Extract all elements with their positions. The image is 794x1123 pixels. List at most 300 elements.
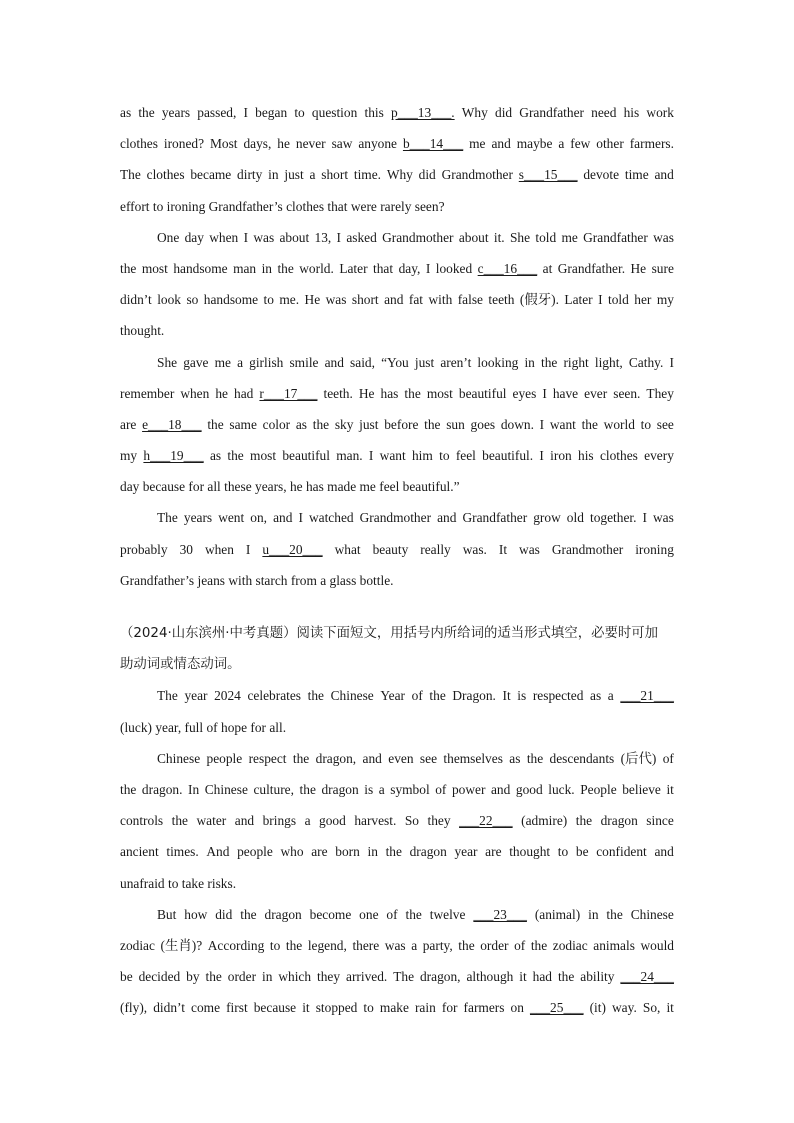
- word: dragon: [321, 781, 359, 797]
- word: look: [157, 292, 181, 308]
- word: same: [229, 416, 257, 432]
- word: really: [420, 541, 451, 557]
- word: which: [278, 969, 312, 985]
- word: first: [226, 1000, 248, 1016]
- word: me: [561, 229, 578, 245]
- word: want: [549, 416, 576, 432]
- word: beautiful.”: [402, 479, 460, 495]
- word: was: [653, 510, 674, 526]
- word: According: [207, 937, 265, 953]
- word: arrived.: [346, 969, 388, 985]
- word: even: [388, 750, 414, 766]
- word: was: [325, 292, 347, 308]
- word: the: [385, 844, 402, 860]
- word: ironing: [635, 541, 674, 557]
- word: and: [437, 510, 457, 526]
- word: of: [206, 719, 221, 735]
- word: didn’t: [120, 292, 152, 308]
- word: devote: [583, 167, 620, 183]
- word: my: [120, 448, 138, 464]
- word: year: [454, 844, 478, 860]
- word: The: [393, 969, 415, 985]
- text-line: [120, 502, 674, 533]
- word: and: [490, 781, 511, 797]
- word: Grandfather: [462, 510, 528, 526]
- word: and: [654, 844, 674, 860]
- word: times.: [166, 844, 199, 860]
- word: one: [359, 906, 379, 922]
- word: made: [327, 479, 360, 495]
- word: I: [425, 260, 431, 276]
- text-line: [120, 440, 674, 471]
- word: farmers.: [629, 136, 674, 152]
- word: take: [181, 875, 208, 891]
- word: me: [214, 354, 231, 370]
- word: Chinese: [157, 750, 201, 766]
- word: a: [304, 813, 311, 829]
- text-line: [120, 315, 674, 346]
- word: of: [662, 750, 674, 766]
- text-line: [120, 97, 674, 128]
- word: before: [384, 416, 419, 432]
- word: did: [418, 167, 436, 183]
- word: all.: [269, 719, 287, 735]
- word: and: [491, 136, 511, 152]
- word: that: [373, 260, 394, 276]
- text-line: [120, 868, 674, 899]
- word: celebrates: [247, 688, 302, 704]
- answer-blank: ___23___: [473, 906, 527, 922]
- word: the: [405, 906, 422, 922]
- word: when: [209, 229, 239, 245]
- word: to: [269, 937, 281, 953]
- word: luck.: [548, 781, 575, 797]
- word: it: [666, 1000, 674, 1016]
- word: But: [157, 906, 177, 922]
- word: began: [255, 105, 288, 120]
- word: the: [606, 906, 623, 922]
- word: to: [557, 844, 569, 860]
- word: (luck): [120, 719, 156, 735]
- word: grow: [533, 510, 561, 526]
- word: asked: [346, 229, 377, 245]
- word: good: [515, 781, 543, 797]
- section-gap: [120, 596, 674, 618]
- word: order: [480, 937, 509, 953]
- word: seen?: [414, 198, 445, 214]
- word: fat: [408, 292, 424, 308]
- word: I: [336, 229, 342, 245]
- word: work: [646, 105, 674, 120]
- word: all: [207, 479, 225, 495]
- word: when: [204, 541, 234, 557]
- word: and: [273, 510, 293, 526]
- word: the: [120, 781, 137, 797]
- word: come: [191, 1000, 221, 1016]
- word: be: [575, 844, 589, 860]
- word: with: [228, 572, 256, 588]
- word: has: [380, 385, 399, 401]
- word: as: [120, 105, 132, 120]
- word: The: [157, 510, 178, 526]
- word: most: [141, 260, 168, 276]
- word: dragon: [600, 813, 638, 829]
- word: by: [186, 969, 200, 985]
- word: in: [367, 844, 378, 860]
- word: clothes: [120, 136, 158, 152]
- word: at: [542, 260, 553, 276]
- word: rain: [414, 1000, 436, 1016]
- word: just: [284, 167, 304, 183]
- word: goes: [470, 416, 496, 432]
- word: I: [243, 105, 248, 120]
- word: power: [451, 781, 486, 797]
- word: and: [234, 813, 255, 829]
- word: this: [364, 105, 384, 120]
- answer-blank: p___13___.: [391, 105, 455, 120]
- word: a: [320, 572, 330, 588]
- answer-blank: ___25___: [529, 1000, 584, 1016]
- word: me: [469, 136, 486, 152]
- word: went: [218, 510, 245, 526]
- word: every: [644, 448, 674, 464]
- word: in: [268, 167, 279, 183]
- word: false: [457, 292, 483, 308]
- word: People: [580, 781, 617, 797]
- word: He: [630, 260, 647, 276]
- reading-passage-1: [120, 97, 674, 596]
- word: the: [205, 969, 222, 985]
- word: confident: [596, 844, 647, 860]
- word: sky: [334, 416, 354, 432]
- word: “You: [381, 354, 409, 370]
- word: (admire): [521, 813, 568, 829]
- word: in: [588, 906, 599, 922]
- word: the: [429, 688, 446, 704]
- word: told: [607, 292, 629, 308]
- word: since: [646, 813, 674, 829]
- word: Grandmother: [551, 541, 624, 557]
- word: year,: [155, 719, 185, 735]
- answer-blank: ___22___: [459, 813, 513, 829]
- word: be: [120, 969, 133, 985]
- word: I: [298, 510, 303, 526]
- word: time.: [353, 167, 382, 183]
- answer-blank: s___15___: [518, 167, 578, 183]
- word: the: [285, 937, 303, 953]
- word: he: [215, 385, 228, 401]
- word: to: [263, 292, 274, 308]
- word: And: [206, 844, 230, 860]
- word: feel: [455, 448, 476, 464]
- word: and: [384, 292, 404, 308]
- word: symbol: [390, 781, 430, 797]
- word: ever: [584, 385, 608, 401]
- word: has: [305, 479, 328, 495]
- word: It: [498, 541, 508, 557]
- word: said,: [350, 354, 375, 370]
- word: Why: [461, 105, 488, 120]
- word: Grandfather: [519, 105, 584, 120]
- word: together.: [589, 510, 637, 526]
- word: She: [509, 229, 531, 245]
- word: aren’t: [440, 354, 472, 370]
- word: the: [424, 416, 441, 432]
- word: ironed?: [163, 136, 205, 152]
- word: most: [426, 385, 453, 401]
- word: iron: [550, 448, 572, 464]
- word: had: [532, 969, 553, 985]
- word: me: [359, 479, 380, 495]
- word: thought.: [120, 323, 165, 339]
- word: the: [138, 105, 155, 120]
- answer-blank: u___20___: [262, 541, 323, 557]
- word: unafraid: [120, 875, 168, 891]
- word: (生肖)?: [160, 937, 203, 953]
- word: legend,: [307, 937, 347, 953]
- word: the: [171, 813, 188, 829]
- word: clothes: [286, 198, 328, 214]
- word: with: [428, 292, 453, 308]
- word: the: [299, 781, 316, 797]
- word: see: [656, 416, 674, 432]
- word: They: [646, 385, 674, 401]
- word: zodiac: [120, 937, 155, 953]
- word: I: [542, 385, 547, 401]
- text-line: [120, 534, 674, 565]
- word: dragon.: [141, 781, 183, 797]
- document-page: [120, 97, 674, 1023]
- word: One: [157, 229, 180, 245]
- word: didn’t: [153, 1000, 185, 1016]
- word: the: [312, 416, 330, 432]
- text-line: [120, 961, 674, 992]
- word: the: [581, 416, 598, 432]
- word: starch: [255, 572, 291, 588]
- text-line: [120, 712, 674, 743]
- word: order: [227, 969, 257, 985]
- word: dragon,: [419, 969, 461, 985]
- text-line: [120, 743, 674, 774]
- word: want: [379, 448, 406, 464]
- word: saw: [331, 136, 353, 152]
- answer-blank: b___14___: [402, 136, 464, 152]
- word: he: [277, 136, 290, 152]
- word: It: [502, 688, 511, 704]
- word: to: [363, 1000, 374, 1016]
- text-line: [120, 836, 674, 867]
- word: years,: [255, 479, 290, 495]
- word: effort: [120, 198, 153, 214]
- word: these: [224, 479, 255, 495]
- word: Most: [209, 136, 238, 152]
- word: because: [142, 479, 189, 495]
- word: is: [364, 781, 374, 797]
- word: gave: [183, 354, 209, 370]
- word: are: [485, 844, 502, 860]
- word: because: [253, 1000, 297, 1016]
- word: Chinese: [330, 688, 374, 704]
- word: Dragon.: [452, 688, 496, 704]
- word: in: [261, 969, 273, 985]
- word: the: [277, 260, 294, 276]
- word: feel: [379, 479, 403, 495]
- word: how: [184, 906, 208, 922]
- word: ironing: [166, 198, 209, 214]
- word: watched: [308, 510, 354, 526]
- word: day: [184, 229, 204, 245]
- word: his: [578, 448, 594, 464]
- word: (it): [589, 1000, 606, 1016]
- word: Why: [386, 167, 413, 183]
- text-line: [120, 222, 674, 253]
- word: dragon: [264, 906, 302, 922]
- word: years: [161, 105, 191, 120]
- word: to: [640, 416, 652, 432]
- word: the: [307, 688, 324, 704]
- word: themselves: [443, 750, 503, 766]
- word: people: [206, 750, 243, 766]
- text-line: [120, 680, 674, 711]
- word: and: [324, 354, 344, 370]
- word: there: [352, 937, 380, 953]
- word: have: [552, 385, 579, 401]
- word: him: [411, 448, 433, 464]
- word: it.: [493, 229, 505, 245]
- word: of: [435, 781, 447, 797]
- word: I: [642, 510, 647, 526]
- word: became: [190, 167, 232, 183]
- word: the: [540, 354, 558, 370]
- text-line: [120, 992, 674, 1023]
- word: handsome: [203, 292, 259, 308]
- word: risks.: [207, 875, 237, 891]
- word: I: [539, 448, 544, 464]
- word: to: [294, 105, 305, 120]
- word: as: [295, 416, 308, 432]
- word: girlish: [249, 354, 284, 370]
- word: (假牙).: [519, 292, 559, 308]
- word: for: [441, 1000, 458, 1016]
- reading-passage-2: [120, 680, 674, 1023]
- word: the: [526, 750, 544, 766]
- word: of: [411, 688, 423, 704]
- text-line: [120, 191, 674, 222]
- word: born: [335, 844, 360, 860]
- word: She: [157, 354, 178, 370]
- word: never: [295, 136, 326, 152]
- word: beautiful: [282, 448, 330, 464]
- word: Chinese: [630, 906, 674, 922]
- word: culture,: [253, 781, 294, 797]
- word: stopped: [315, 1000, 358, 1016]
- word: few: [570, 136, 591, 152]
- text-line: [120, 284, 674, 315]
- word: seen.: [613, 385, 641, 401]
- text-line: [120, 565, 674, 596]
- text-line: [120, 409, 674, 440]
- word: and: [654, 167, 674, 183]
- word: what: [334, 541, 361, 557]
- word: harvest.: [354, 813, 397, 829]
- word: were: [350, 198, 381, 214]
- word: in: [524, 354, 535, 370]
- word: day,: [398, 260, 421, 276]
- word: Year: [380, 688, 406, 704]
- word: zodiac: [552, 937, 588, 953]
- word: of: [514, 937, 526, 953]
- word: dragon,: [315, 750, 357, 766]
- text-line: [120, 128, 674, 159]
- word: sun: [446, 416, 465, 432]
- word: I: [368, 448, 374, 464]
- word: beautiful: [458, 385, 507, 401]
- answer-blank: c___16___: [477, 260, 538, 276]
- word: although: [466, 969, 514, 985]
- word: Grandmother: [441, 167, 513, 183]
- word: it: [302, 1000, 310, 1016]
- word: to: [439, 448, 450, 464]
- word: He: [304, 292, 321, 308]
- word: when: [180, 385, 210, 401]
- word: the: [557, 969, 575, 985]
- word: bottle.: [359, 572, 394, 588]
- word: need: [591, 105, 617, 120]
- word: jeans: [197, 572, 229, 588]
- word: So,: [642, 1000, 661, 1016]
- word: for: [250, 719, 270, 735]
- word: a: [309, 167, 316, 183]
- word: clothes: [146, 167, 185, 183]
- word: world: [603, 416, 635, 432]
- word: 2024: [214, 688, 241, 704]
- word: old: [566, 510, 584, 526]
- word: looking: [477, 354, 519, 370]
- word: right: [563, 354, 589, 370]
- word: sure: [651, 260, 674, 276]
- word: to: [167, 875, 182, 891]
- word: in: [261, 260, 272, 276]
- word: it: [519, 969, 527, 985]
- word: as: [509, 750, 521, 766]
- word: was: [384, 937, 406, 953]
- word: short: [351, 292, 379, 308]
- word: her: [634, 292, 652, 308]
- word: my: [656, 292, 674, 308]
- answer-blank: h___19___: [143, 448, 204, 464]
- word: rarely: [380, 198, 415, 214]
- word: passed,: [197, 105, 237, 120]
- word: on: [510, 1000, 524, 1016]
- word: the: [120, 260, 137, 276]
- word: teeth.: [323, 385, 353, 401]
- word: the: [530, 937, 548, 953]
- word: water: [196, 813, 227, 829]
- word: for: [188, 479, 208, 495]
- answer-blank: r___17___: [259, 385, 318, 401]
- word: is: [517, 688, 527, 704]
- word: Grandfather.: [557, 260, 626, 276]
- answer-blank: ___24___: [620, 969, 674, 985]
- word: they: [427, 813, 451, 829]
- answer-blank: ___21___: [620, 688, 674, 704]
- word: short: [321, 167, 349, 183]
- word: he: [289, 479, 306, 495]
- word: about: [458, 229, 489, 245]
- word: Later: [564, 292, 593, 308]
- word: would: [640, 937, 674, 953]
- word: question: [311, 105, 358, 120]
